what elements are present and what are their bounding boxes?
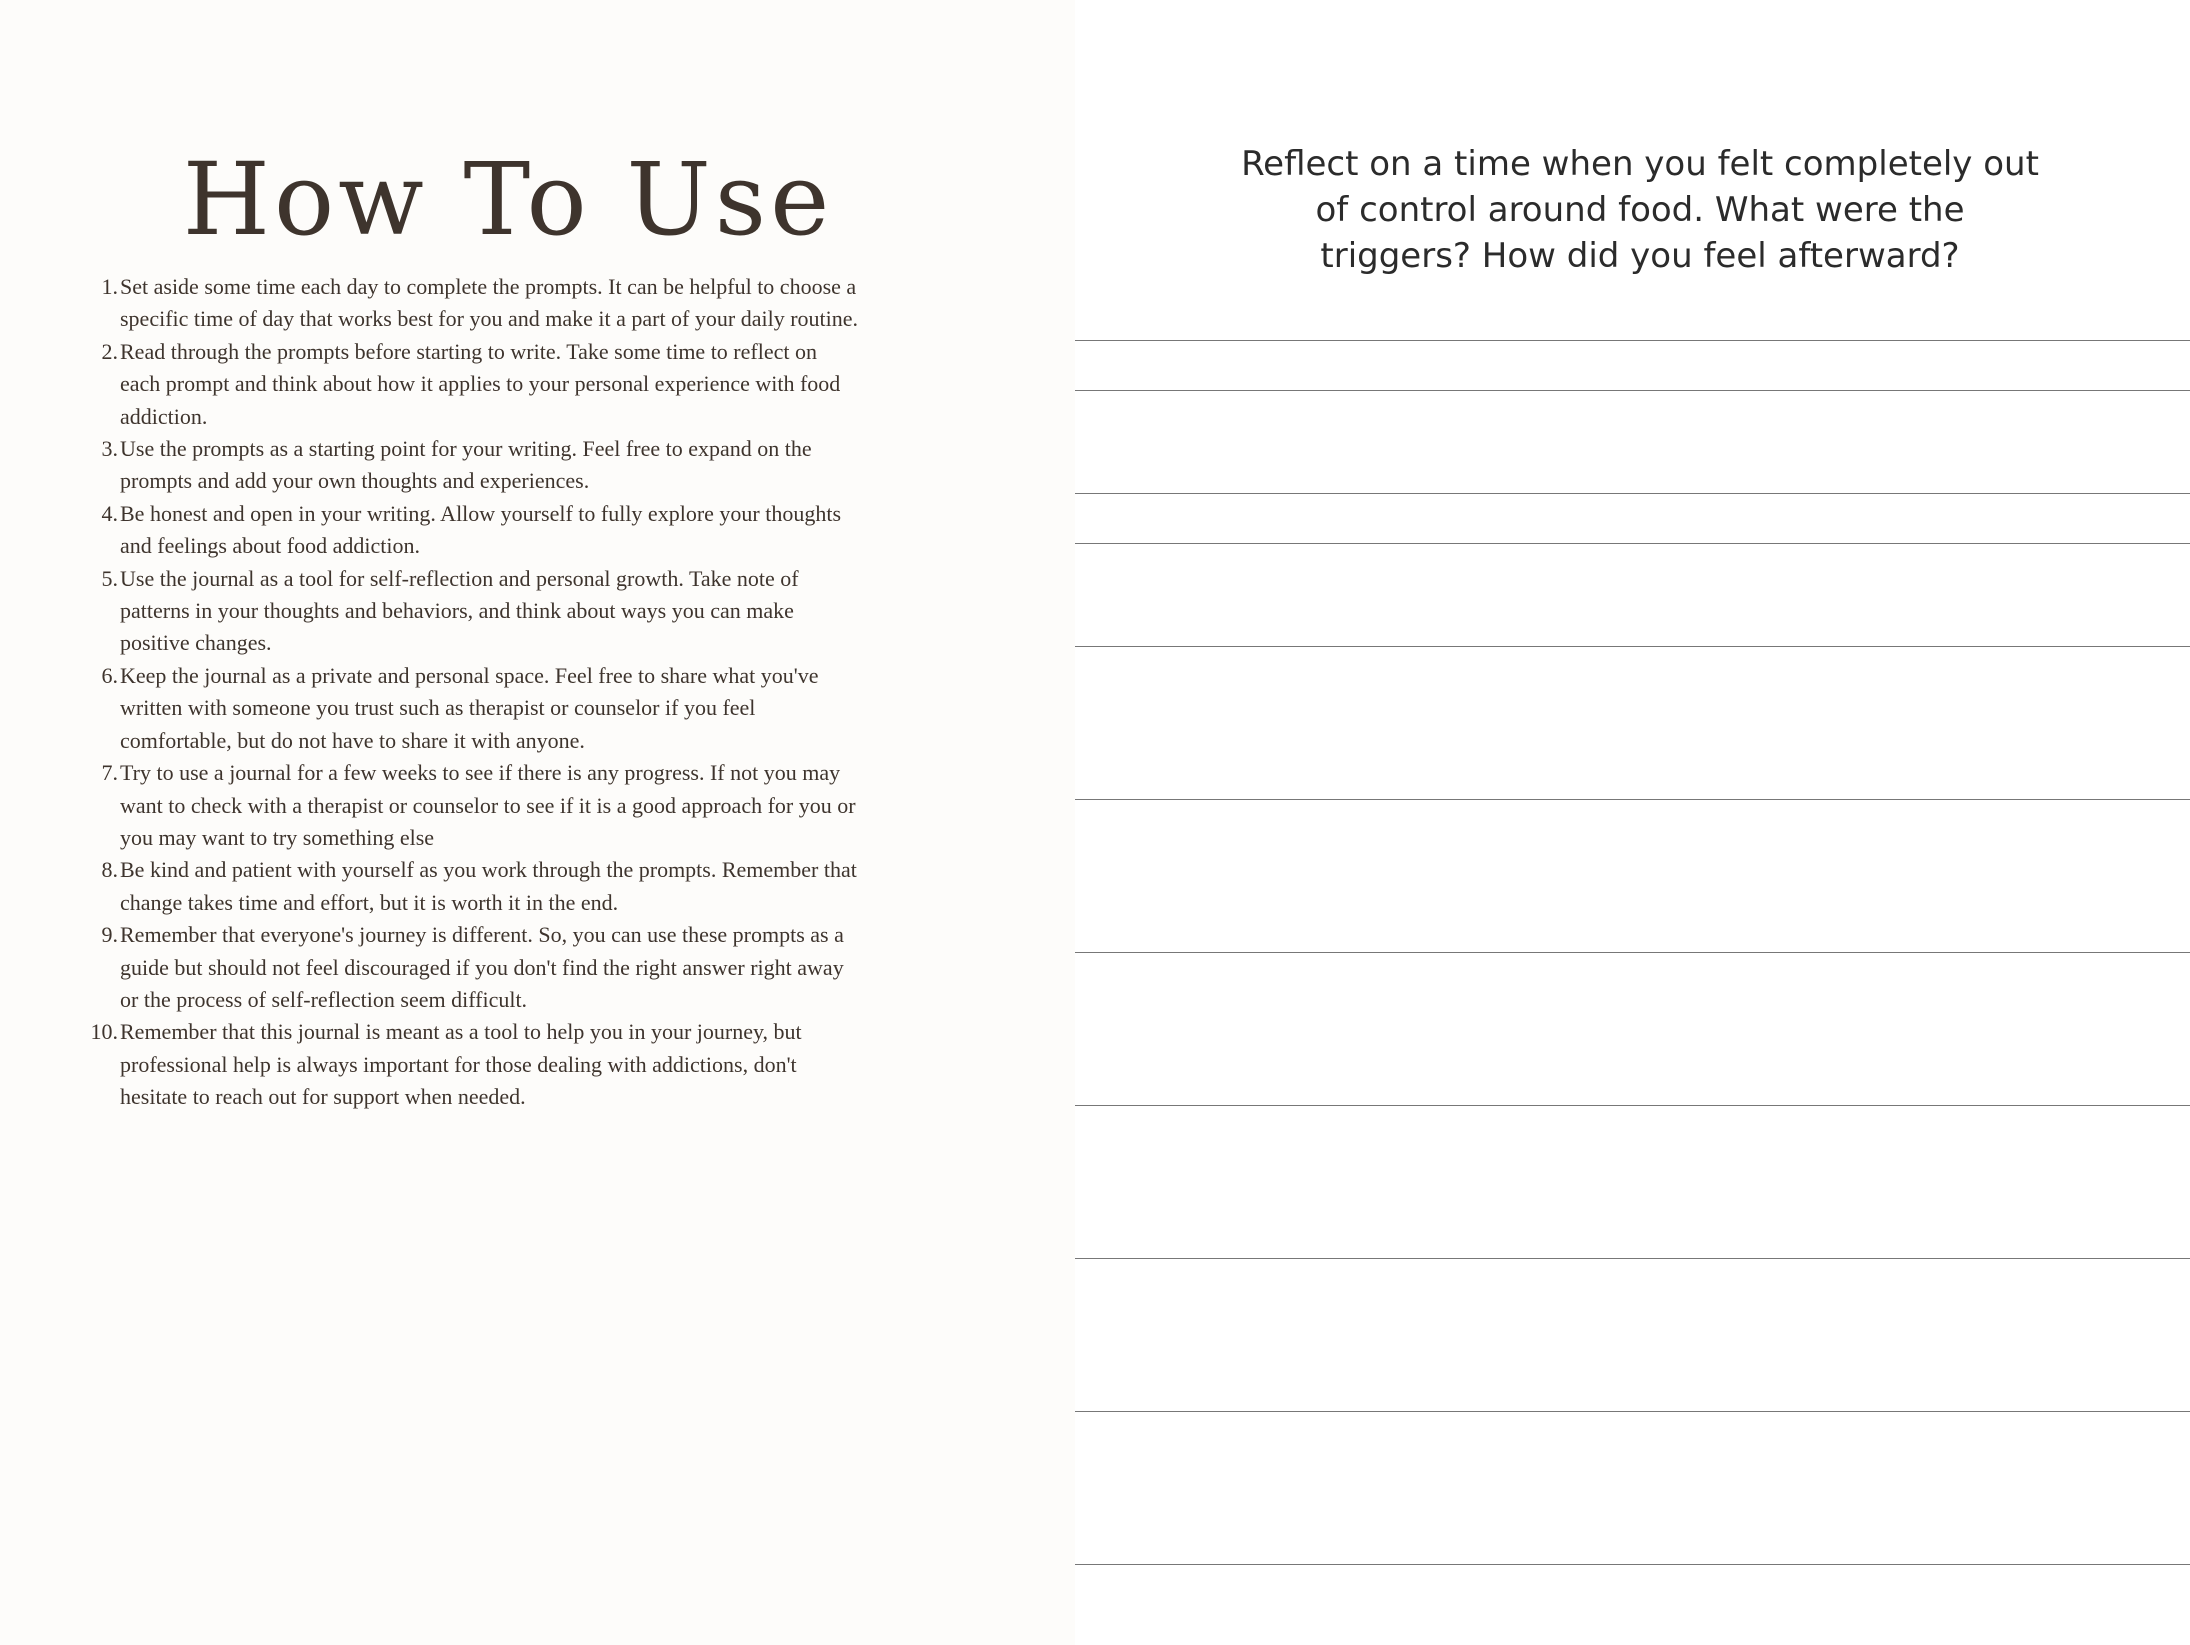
list-item <box>101 757 860 854</box>
writing-line <box>1075 1105 2190 1106</box>
step-text: Be honest and open in your writing. Allow yourself to fully explore your thoughts and feelings about food addiction. <box>120 500 842 559</box>
step-number: 2. <box>101 338 118 364</box>
step-number: 1. <box>101 274 118 299</box>
list-item <box>101 336 860 433</box>
list-item <box>101 854 860 919</box>
writing-line <box>1075 390 2190 391</box>
writing-line <box>1075 952 2190 953</box>
list-item <box>101 433 860 498</box>
writing-line <box>1075 493 2190 494</box>
step-number: 7. <box>101 760 118 786</box>
step-number: 4. <box>101 500 118 526</box>
writing-line <box>1075 799 2190 800</box>
step-number: 10. <box>90 1019 118 1045</box>
step-text: Be kind and patient with yourself as you work through the prompts. Remember that change takes time and effort, but it is worth it in the end. <box>120 857 857 915</box>
step-number: 3. <box>101 436 118 462</box>
step-number: 6. <box>101 662 118 688</box>
step-text: Keep the journal as a private and personal space. Feel free to share what you've written with someone you trust such as therapist or counselor if you feel comfortable, but do not have to share it with anyone. <box>120 662 819 753</box>
step-text: Try to use a journal for a few weeks to see if there is any progress. If not you may want to check with a therapist or counselor to see if it is a good approach for you or you may want to try something else <box>120 760 856 850</box>
writing-line <box>1075 1564 2190 1565</box>
list-item <box>101 919 860 1016</box>
right-page <box>1075 0 2190 1645</box>
step-text: Remember that everyone's journey is different. So, you can use these prompts as a guide but should not feel discouraged if you don't find the right answer right away or the process of self-reflection seem difficult. <box>120 922 844 1012</box>
step-number: 9. <box>101 922 118 948</box>
step-text: Set aside some time each day to complete the prompts. It can be helpful to choose a specific time of day that works best for you and make it a part of your daily routine. <box>120 274 859 332</box>
step-number: 8. <box>101 857 118 883</box>
list-item <box>101 660 860 757</box>
list-item <box>90 1016 860 1113</box>
list-item <box>101 563 860 660</box>
writing-line <box>1075 1411 2190 1412</box>
step-text: Use the prompts as a starting point for your writing. Feel free to expand on the prompts and add your own thoughts and experiences. <box>120 436 812 494</box>
writing-line <box>1075 340 2190 341</box>
step-number: 5. <box>101 565 118 591</box>
step-text: Use the journal as a tool for self-reflection and personal growth. Take note of patterns in your thoughts and behaviors, and think about ways you can make positive changes. <box>120 565 799 656</box>
page-title: How To Use <box>182 141 834 258</box>
step-text: Remember that this journal is meant as a tool to help you in your journey, but professional help is always important for those dealing with addictions, don't hesitate to reach out for support when needed. <box>120 1019 802 1110</box>
writing-line <box>1075 646 2190 647</box>
list-item <box>101 498 860 563</box>
list-item <box>101 271 860 336</box>
instructions-list <box>90 271 860 1114</box>
step-text: Read through the prompts before starting to write. Take some time to reflect on each prompt and think about how it applies to your personal experience with food addiction. <box>120 338 841 429</box>
writing-line <box>1075 543 2190 544</box>
writing-line <box>1075 1258 2190 1259</box>
journal-prompt: Reflect on a time when you felt completely out of control around food. What were the triggers? How did you feel afterward? <box>1241 144 2039 276</box>
left-page <box>0 0 1075 1645</box>
